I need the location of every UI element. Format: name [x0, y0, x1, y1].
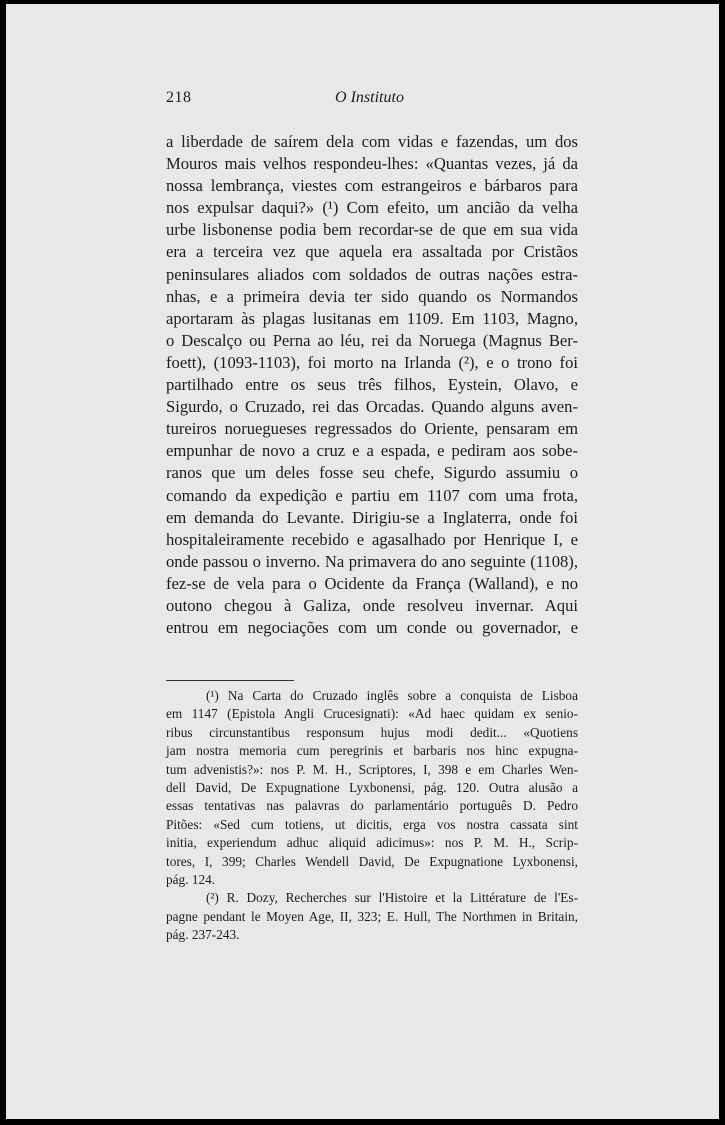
footnote-line: jam nostra memoria cum peregrinis et barbaris nos hinc expugna- [166, 743, 578, 759]
body-line: tureiros noruegueses regressados do Oriente, pensaram em [166, 419, 578, 439]
footnote-line: pág. 237-243. [166, 927, 240, 943]
footnote-line: ribus circunstantibus responsum hujus modi dedit... «Quotiens [166, 724, 578, 740]
body-line: ranos que um deles fosse seu chefe, Sigurdo assumiu o [166, 463, 578, 483]
body-line: fez-se de vela para o Ocidente da França (Walland), e no [166, 573, 578, 593]
footnote-line: essas tentativas nas palavras do parlamentário português D. Pedro [166, 798, 578, 814]
body-line: nos expulsar daqui?» (¹) Com efeito, um ancião da velha [166, 198, 578, 218]
body-line: nhas, e a primeira devia ter sido quando os Normandos [166, 286, 578, 306]
body-line: era a terceira vez que aquela era assaltada por Cristãos [166, 242, 578, 262]
body-line: Sigurdo, o Cruzado, rei das Orcadas. Quando alguns aven- [166, 397, 578, 417]
body-line: partilhado entre os seus três filhos, Eystein, Olavo, e [166, 375, 578, 395]
footnote-line: (¹) Na Carta do Cruzado inglês sobre a conquista de Lisboa [206, 688, 578, 703]
body-line: aportaram às plagas lusitanas em 1109. Em 1103, Magno, [166, 308, 578, 328]
body-line: outono chegou à Galiza, onde resolveu invernar. Aqui [166, 595, 578, 615]
footnote-line: (²) R. Dozy, Recherches sur l'Histoire et la Littérature de l'Es- [206, 890, 578, 906]
footnote-line: pagne pendant le Moyen Age, II, 323; E. Hull, The Northmen in Britain, [166, 908, 578, 924]
body-line: foett), (1093-1103), foi morto na Irlanda (²), e o trono foi [166, 352, 578, 372]
footnote-divider [166, 680, 294, 681]
body-line: entrou em negociações com um conde ou governador, e [166, 618, 578, 638]
body-text [166, 131, 578, 639]
body-line: empunhar de novo a cruz e a espada, e pediram aos sobe- [166, 441, 578, 461]
footnote-line: em 1147 (Epistola Angli Crucesignati): «Ad haec quidam ex senio- [166, 706, 578, 722]
page-number: 218 [166, 89, 192, 106]
body-line: o Descalço ou Perna ao léu, rei da Noruega (Magnus Ber- [166, 330, 578, 350]
footnote-line: pág. 124. [166, 871, 216, 887]
body-line: em demanda do Levante. Dirigiu-se a Inglaterra, onde foi [166, 507, 578, 527]
body-line: peninsulares aliados com soldados de outras nações estra- [166, 264, 578, 284]
body-line: hospitaleiramente recebido e agasalhado por Henrique I, e [166, 529, 578, 549]
body-line: a liberdade de saírem dela com vidas e fazendas, um dos [166, 132, 578, 151]
book-page [6, 4, 719, 1119]
footnote-line: dell David, De Expugnatione Lyxbonensi, pág. 120. Outra alusão a [166, 779, 578, 795]
body-line: comando da expedição e partiu em 1107 com uma frota, [166, 485, 578, 505]
body-line: nossa lembrança, viestes com estrangeiros e bárbaros para [166, 176, 578, 196]
running-title: O Instituto [335, 89, 404, 106]
footnotes [166, 687, 578, 944]
body-line: onde passou o inverno. Na primavera do ano seguinte (1108), [166, 551, 578, 571]
footnote-line: tores, I, 399; Charles Wendell David, De Expugnatione Lyxbonensi, [166, 853, 578, 869]
footnote-line: Pitões: «Sed cum totiens, ut dicitis, erga vos nostra cassata sint [166, 816, 578, 832]
footnote-line: initia, experiendum adhuc aliquid adicimus»: nos P. M. H., Scrip- [166, 835, 578, 851]
body-line: Mouros mais velhos respondeu-lhes: «Quantas vezes, já da [166, 154, 578, 174]
page-header [166, 89, 573, 115]
footnote-line: tum advenistis?»: nos P. M. H., Scriptores, I, 398 e em Charles Wen- [166, 761, 578, 777]
body-line: urbe lisbonense podia bem recordar-se de que em sua vida [166, 220, 578, 240]
